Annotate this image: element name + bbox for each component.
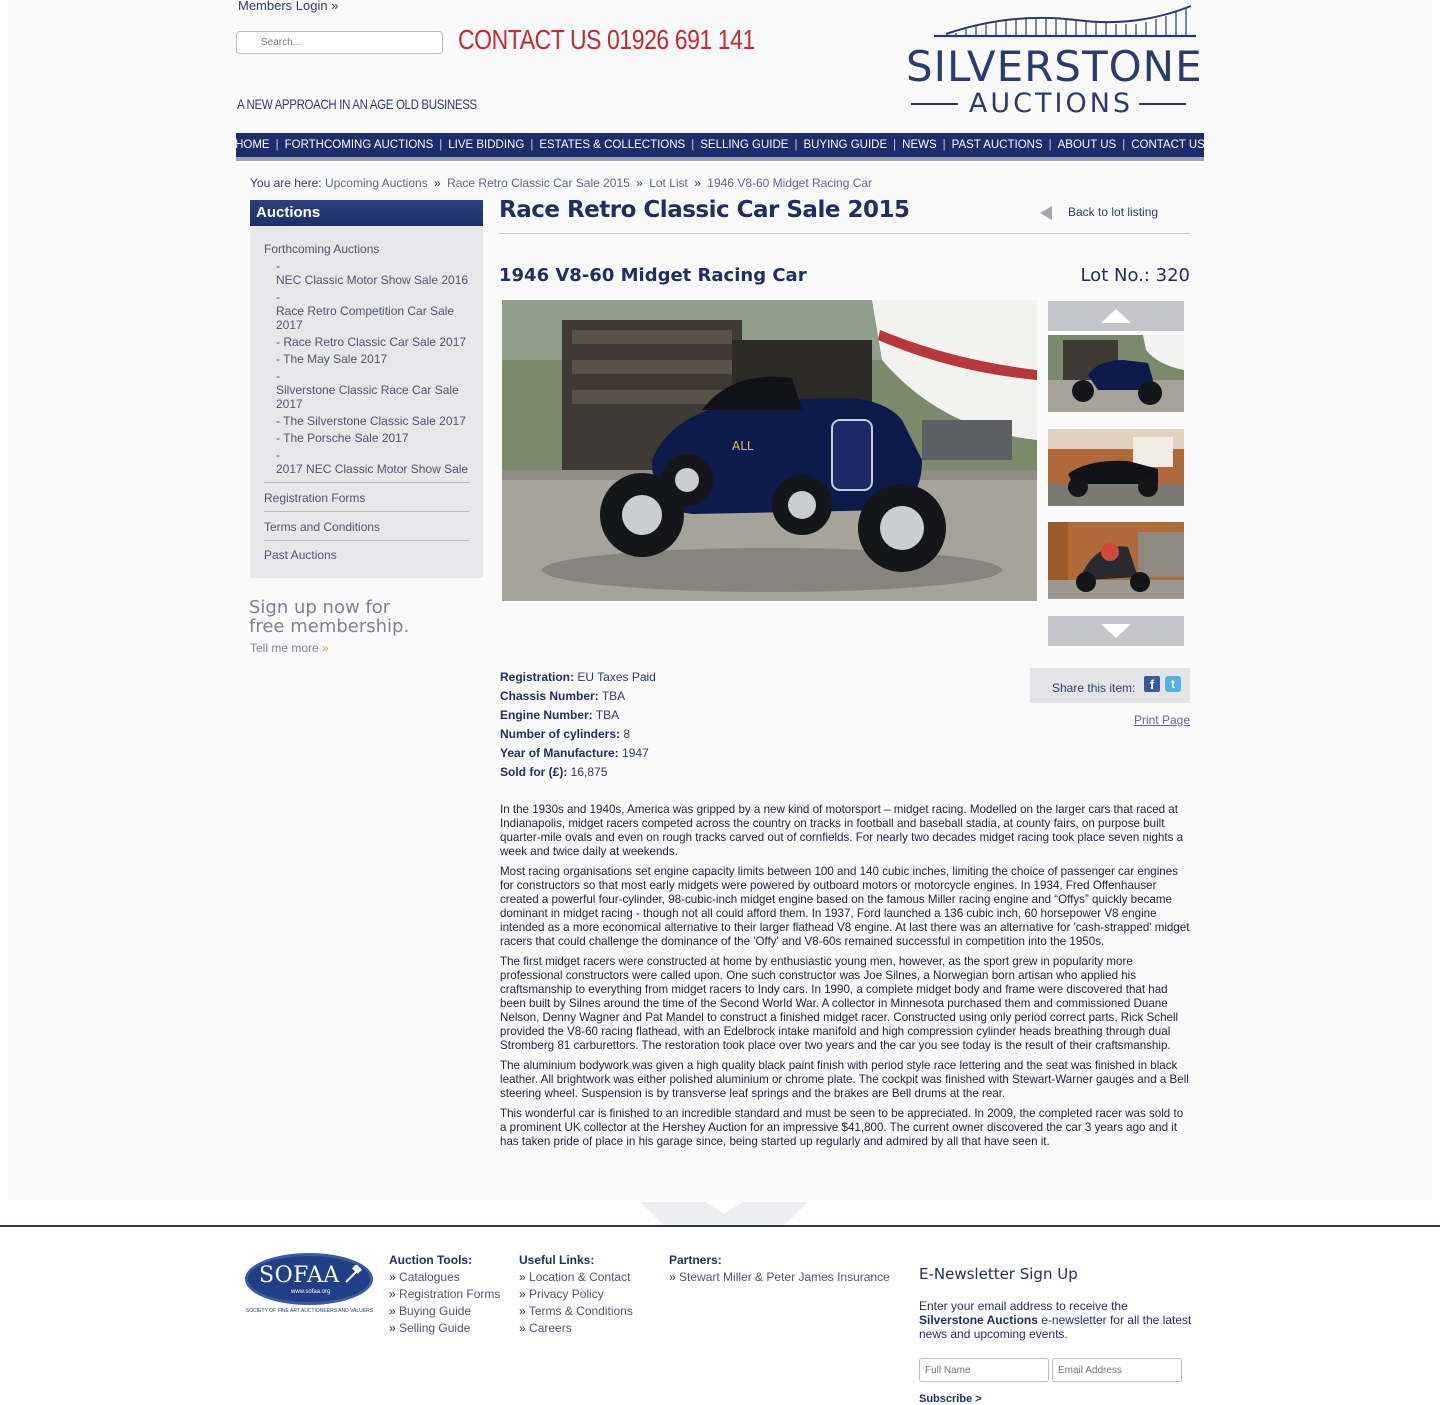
nav-separator: | xyxy=(691,139,695,151)
back-arrow-icon xyxy=(1040,206,1052,220)
sidebar-sub-item[interactable]: - The May Sale 2017 xyxy=(276,352,388,366)
detail-row xyxy=(500,668,656,687)
detail-value: 16,875 xyxy=(570,765,608,779)
description-paragraph: This wonderful car is finished to an incredible standard and must be seen to be appreciated. In 2009, the completed racer was sold to a prominent UK collector at the Hershey Auction for an impressive $41,800. The current owner discovered the car 3 years ago and it has taken pride of place in his garage since, being started up regularly and admired by all that have seen it. xyxy=(500,1107,1184,1148)
sidebar-sub-item[interactable]: - The Porsche Sale 2017 xyxy=(276,431,409,445)
sofaa-text: SOFAA xyxy=(259,1263,340,1288)
newsletter-text xyxy=(919,1299,1194,1341)
sofaa-url: www.sofaa.org xyxy=(291,1289,331,1295)
page-title: Race Retro Classic Car Sale 2015 xyxy=(499,197,910,223)
sofaa-logo[interactable] xyxy=(243,1253,376,1317)
sidebar-registration-forms[interactable]: Registration Forms xyxy=(264,491,366,505)
sidebar-divider xyxy=(264,482,469,483)
newsletter-text-before: Enter your email address to receive the xyxy=(919,1299,1128,1313)
silverstone-logo[interactable] xyxy=(906,2,1201,120)
footer-notch-arrow xyxy=(706,1202,742,1214)
footer-useful-links xyxy=(519,1252,633,1337)
detail-label: Sold for (£): xyxy=(500,765,568,779)
share-label: Share this item: xyxy=(1052,681,1136,695)
nav-item-past-auctions[interactable]: PAST AUCTIONS xyxy=(951,139,1043,151)
breadcrumb-lot-list[interactable]: Lot List xyxy=(649,176,688,190)
nav-item-buying-guide[interactable]: BUYING GUIDE xyxy=(803,139,888,151)
signup-promo[interactable] xyxy=(249,598,409,636)
nav-item-live-bidding[interactable]: LIVE BIDDING xyxy=(448,139,525,151)
detail-value: 1947 xyxy=(622,746,649,760)
sidebar-divider xyxy=(264,511,469,512)
sofaa-caption: SOCIETY OF FINE ART AUCTIONEERS AND VALUERS xyxy=(245,1308,374,1314)
sidebar-sub-item[interactable]: Race Retro Competition Car Sale 2017 xyxy=(276,304,455,332)
tell-me-more-text: Tell me more xyxy=(250,641,319,655)
tell-me-more-link[interactable] xyxy=(250,641,329,655)
signup-line-1: Sign up now for xyxy=(249,597,391,618)
nav-separator: | xyxy=(794,139,798,151)
nav-separator: | xyxy=(275,139,279,151)
footer-heading: Useful Links: xyxy=(519,1253,595,1267)
newsletter-title: E-Newsletter Sign Up xyxy=(919,1265,1078,1283)
detail-label: Chassis Number: xyxy=(500,689,599,703)
footer-divider xyxy=(0,1225,1440,1227)
main-lot-photo[interactable] xyxy=(502,300,1037,601)
logo-text-silverstone: SILVERSTONE xyxy=(906,42,1203,91)
sidebar-dash: - xyxy=(276,369,280,383)
sidebar-past-auctions[interactable]: Past Auctions xyxy=(264,548,337,562)
chevron-up-icon xyxy=(1101,309,1131,323)
svg-text:ALL: ALL xyxy=(732,439,754,453)
sidebar-sub-item[interactable]: NEC Classic Motor Show Sale 2016 xyxy=(276,273,469,287)
footer-link[interactable]: » Terms & Conditions xyxy=(519,1304,633,1318)
footer-link[interactable]: » Stewart Miller & Peter James Insurance xyxy=(669,1270,890,1284)
subscribe-button[interactable]: Subscribe > xyxy=(919,1393,982,1405)
logo-text-auctions: AUCTIONS xyxy=(968,88,1134,119)
nav-item-home[interactable]: HOME xyxy=(235,139,270,151)
sidebar-heading: Auctions xyxy=(250,200,483,226)
lot-description xyxy=(500,803,1192,1155)
detail-row xyxy=(500,725,656,744)
signup-line-2: free membership. xyxy=(249,616,410,637)
detail-label: Registration: xyxy=(500,670,575,684)
sidebar-sub-item[interactable]: - Race Retro Classic Car Sale 2017 xyxy=(276,335,467,349)
nav-separator: | xyxy=(1048,139,1052,151)
nav-item-news[interactable]: NEWS xyxy=(902,139,937,151)
footer-link[interactable]: » Location & Contact xyxy=(519,1270,631,1284)
description-paragraph: The aluminium bodywork was given a high quality black paint finish with period style race lettering and the seat was finished in black leather. All brightwork was either polished aluminium or chrome plate. The cockpit was finished with Stewart-Warner gauges and a Bell steering wheel. Suspension is by transverse leaf springs and the brakes are Bell drums at the rear. xyxy=(500,1059,1189,1100)
footer-link[interactable]: » Careers xyxy=(519,1321,572,1335)
back-link-label: Back to lot listing xyxy=(1068,205,1159,219)
thumbnail-3[interactable] xyxy=(1048,522,1184,599)
footer-link[interactable]: » Catalogues xyxy=(389,1270,460,1284)
lot-number: Lot No.: 320 xyxy=(1080,265,1190,286)
description-paragraph: In the 1930s and 1940s, America was gripped by a new kind of motorsport – midget racing. Modelled on the larger cars that raced at Indianapolis, midget racers competed across the country on tracks in football and baseball stadia, at county fairs, on purpose built quarter-mile ovals and even on rough tracks carved out of cornfields. For nearly two decades midget racing took place seven nights a week and twice daily at weekends. xyxy=(500,803,1184,858)
breadcrumb-prefix: You are here: xyxy=(250,176,322,190)
email-input[interactable] xyxy=(1052,1358,1182,1382)
newsletter-brand: Silverstone Auctions xyxy=(919,1313,1038,1327)
sidebar-forthcoming-auctions[interactable]: Forthcoming Auctions xyxy=(264,242,380,256)
sidebar-dash: - xyxy=(276,259,280,273)
breadcrumb-separator: » xyxy=(636,176,643,190)
title-divider xyxy=(499,233,1190,234)
lot-details xyxy=(500,668,656,782)
detail-label: Engine Number: xyxy=(500,708,593,722)
thumbnail-car-cockpit xyxy=(1048,522,1184,599)
detail-label: Year of Manufacture: xyxy=(500,746,619,760)
facebook-icon[interactable]: f xyxy=(1144,676,1160,692)
sidebar-terms[interactable]: Terms and Conditions xyxy=(264,520,381,534)
footer-link[interactable]: » Privacy Policy xyxy=(519,1287,604,1301)
thumbnail-car-side xyxy=(1048,429,1184,506)
footer-link[interactable]: » Buying Guide xyxy=(389,1304,472,1318)
thumbnails-scroll-down[interactable] xyxy=(1048,616,1184,646)
detail-row xyxy=(500,744,656,763)
breadcrumb-separator: » xyxy=(694,176,701,190)
thumbnail-2[interactable] xyxy=(1048,429,1184,506)
breadcrumb-sale[interactable]: Race Retro Classic Car Sale 2015 xyxy=(447,176,630,190)
sidebar-sub-item[interactable]: Silverstone Classic Race Car Sale 2017 xyxy=(276,383,459,411)
nav-item-contact-us[interactable]: CONTACT US xyxy=(1131,139,1205,151)
nav-item-forthcoming-auctions[interactable]: FORTHCOMING AUCTIONS xyxy=(284,139,434,151)
breadcrumb xyxy=(250,176,872,190)
description-paragraph: Most racing organisations set engine capacity limits between 100 and 140 cubic inches, limiting the choice of passenger car engines for constructors so that most early midgets were powered by outboard motors or motorcycle engines. In 1934, Fred Offenhauser created a powerful four-cylinder, 98-cubic-inch midget engine based on the famous Miller racing engine and “Offys” quickly became dominant in midget racing - though not all could afford them. In 1937, Ford launched a 136 cubic inch, 60 horsepower V8 engine intended as a more economical alternative to their larger flathead V8 engine. At last there was an alternative for 'cash-strapped' midget racers that could challenge the dominance of the 'Offy' and V8-60s remained successful in competition into the 1950s. xyxy=(500,865,1190,948)
nav-item-selling-guide[interactable]: SELLING GUIDE xyxy=(700,139,789,151)
thumbnail-1[interactable] xyxy=(1048,335,1184,412)
footer-partners xyxy=(669,1252,890,1286)
car-photo-illustration xyxy=(502,300,1037,601)
thumbnail-car-front xyxy=(1048,335,1184,412)
print-page-link[interactable]: Print Page xyxy=(1133,713,1190,727)
tell-me-more-arrow: » xyxy=(322,641,329,655)
nav-separator: | xyxy=(530,139,534,151)
tagline: A NEW APPROACH IN AN AGE OLD BUSINESS xyxy=(237,96,477,112)
detail-row xyxy=(500,687,656,706)
footer-auction-tools xyxy=(389,1252,500,1337)
detail-label: Number of cylinders: xyxy=(500,727,621,741)
nav-separator: | xyxy=(1122,139,1126,151)
footer-link[interactable]: » Registration Forms xyxy=(389,1287,501,1301)
contact-phone: CONTACT US 01926 691 141 xyxy=(458,24,755,55)
nav-separator: | xyxy=(893,139,897,151)
footer-heading: Partners: xyxy=(669,1253,722,1267)
footer-link[interactable]: » Selling Guide xyxy=(389,1321,471,1335)
detail-value: TBA xyxy=(601,689,626,703)
breadcrumb-upcoming-auctions[interactable]: Upcoming Auctions xyxy=(324,176,428,190)
back-to-lot-listing[interactable] xyxy=(1040,205,1158,220)
thumbnails-scroll-up[interactable] xyxy=(1048,301,1184,331)
detail-row xyxy=(500,706,656,725)
members-login-link[interactable]: Members Login » xyxy=(238,0,339,13)
sidebar-sub-item[interactable]: 2017 NEC Classic Motor Show Sale xyxy=(276,462,469,476)
nav-item-estates-collections[interactable]: ESTATES & COLLECTIONS xyxy=(539,139,686,151)
footer-heading: Auction Tools: xyxy=(389,1253,473,1267)
full-name-input[interactable] xyxy=(919,1358,1049,1382)
share-box xyxy=(1030,668,1190,703)
sidebar-sub-item[interactable]: - The Silverstone Classic Sale 2017 xyxy=(276,414,466,428)
twitter-icon[interactable]: t xyxy=(1165,676,1181,692)
detail-row xyxy=(500,763,656,782)
detail-value: 8 xyxy=(623,727,631,741)
lot-name: 1946 V8-60 Midget Racing Car xyxy=(499,265,807,286)
sidebar-dash: - xyxy=(276,290,280,304)
breadcrumb-separator: » xyxy=(434,176,441,190)
nav-separator: | xyxy=(942,139,946,151)
search-input[interactable] xyxy=(236,31,443,54)
gavel-icon xyxy=(343,1265,363,1285)
detail-value: EU Taxes Paid xyxy=(577,670,656,684)
detail-value: TBA xyxy=(595,708,620,722)
breadcrumb-current: 1946 V8-60 Midget Racing Car xyxy=(707,176,873,190)
sidebar-auctions xyxy=(250,200,483,578)
sidebar-dash: - xyxy=(276,448,280,462)
chevron-down-icon xyxy=(1101,624,1131,638)
nav-separator: | xyxy=(439,139,443,151)
newsletter-text-after: e-newsletter for all the latest news and upcoming events. xyxy=(919,1313,1192,1341)
description-paragraph: The first midget racers were constructed at home by enthusiastic young men, however, as the sport grew in popularity more professional constructors were called upon. One such constructor was Joe Silnes, a Norwegian born artisan who applied his craftsmanship to everything from midget racers to Indy cars. In 1990, a complete midget body and frame were discovered that had been built by Silnes around the time of the Second World War. A collector in Minnesota purchased them and commissioned Duane Nelson, Denny Wagner and Pat Mandel to construct a finished midget racer. Constructed using only period correct parts, Rick Schell provided the V8-60 racing flathead, with an Edelbrock intake manifold and high compression cylinder heads breathing through dual Stromberg 81 carburettors. The restoration took place over two years and the car you see today is the result of their craftsmanship. xyxy=(500,955,1179,1052)
nav-item-about-us[interactable]: ABOUT US xyxy=(1057,139,1117,151)
main-nav xyxy=(236,133,1204,161)
sidebar-divider xyxy=(264,540,469,541)
